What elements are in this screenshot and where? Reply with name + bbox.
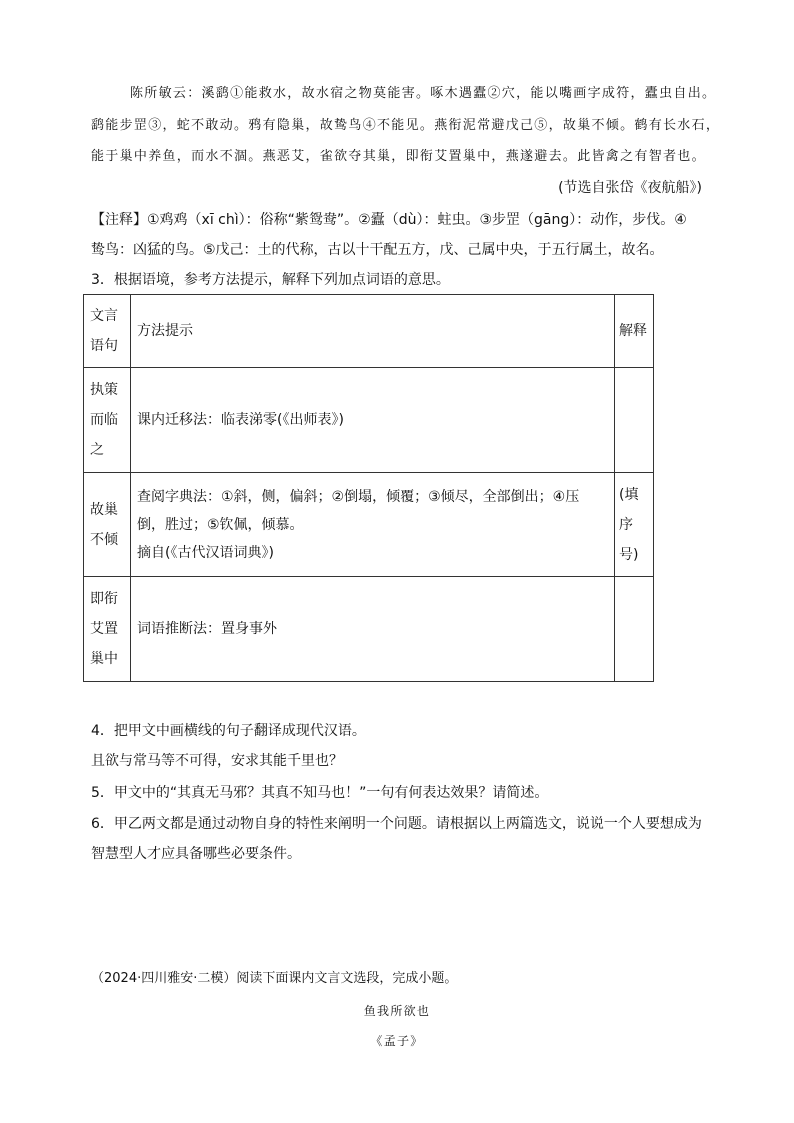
table-row — [84, 368, 654, 473]
question-3: 3．根据语境，参考方法提示，解释下列加点词语的意思。 — [91, 272, 450, 288]
passage-source: (节选自张岱《夜航船》) — [558, 180, 702, 196]
question-4-sentence: 且欲与常马等不可得，安求其能千里也？ — [91, 753, 343, 769]
row-answer: (填 序号) — [619, 486, 639, 563]
row-sentence: 执策 而临 之 — [90, 382, 118, 458]
row-hint: 课内迁移法：临表涕零(《出师表》) — [137, 412, 344, 428]
notes-line-1: 【注释】①鸡鸡（xī chì）：俗称“紫鸳鸯”。②蠹（dù）：蛀虫。③步罡（gāng）：动作，步伐。④ — [91, 212, 687, 228]
table-header-row — [84, 295, 654, 368]
passage-line-3: 能于巢中养鱼，而水不涸。燕恶艾，雀欲夺其巢，即衔艾置巢中，燕遂避去。此皆禽之有智者也。 — [91, 149, 706, 164]
header-answer: 解释 — [619, 323, 647, 339]
passage-line-2: 鹞能步罡③，蛇不敢动。鸦有隐巢，故鸷鸟④不能见。燕衔泥常避戊己⑤，故巢不倾。鹤有长水石， — [91, 118, 721, 133]
question-4: 4．把甲文中画横线的句子翻译成现代汉语。 — [91, 723, 366, 739]
next-section-intro: （2024·四川雅安·二模）阅读下面课内文言文选段，完成小题。 — [91, 971, 458, 986]
notes-line-2: 鸷鸟：凶猛的鸟。⑤戊己：土的代称，古以十干配五方，戊、己属中央，于五行属土，故名。 — [91, 242, 664, 258]
question-6-line-2: 智慧型人才应具备哪些必要条件。 — [91, 846, 301, 862]
header-hint: 方法提示 — [137, 323, 193, 339]
row-sentence: 即衔 艾置 巢中 — [90, 591, 118, 667]
next-section-author: 《孟子》 — [370, 1034, 424, 1048]
question-6-line-1: 6．甲乙两文都是通过动物自身的特性来阐明一个问题。请根据以上两篇选文，说说一个人要想成为 — [91, 816, 702, 832]
header-sentence: 文言 语句 — [90, 308, 118, 354]
table-row — [84, 577, 654, 682]
row-hint: 词语推断法：置身事外 — [137, 621, 277, 637]
next-section-title: 鱼我所欲也 — [363, 1004, 431, 1018]
question-5: 5．甲文中的“其真无马邪？其真不知马也！”一句有何表达效果？请简述。 — [91, 785, 549, 801]
method-table — [83, 294, 654, 682]
table-row — [84, 473, 654, 577]
row-hint: 查阅字典法：①斜，侧，偏斜；②倒塌，倾覆；③倾尽，全部倒出；④压 倒，胜过；⑤钦佩，倾慕。 摘自(《古代汉语词典》) — [137, 488, 580, 561]
row-sentence: 故巢 不倾 — [90, 501, 118, 548]
passage-line-1: 陈所敏云：溪鹞①能救水，故水宿之物莫能害。啄木遇蠹②穴，能以嘴画字成符，蠹虫自出。 — [130, 86, 717, 101]
